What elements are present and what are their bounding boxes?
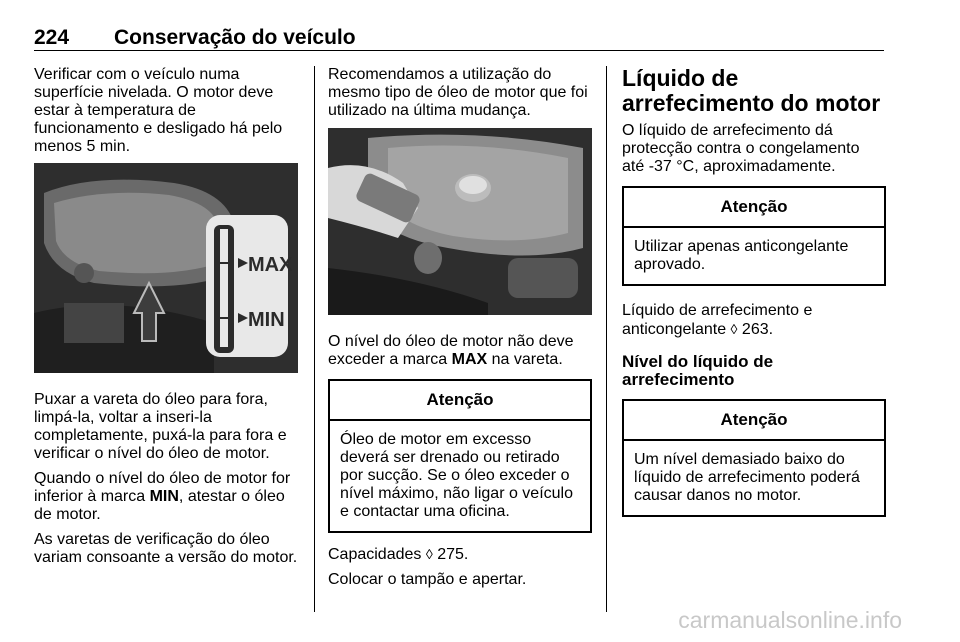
page-title: Conservação do veículo: [114, 26, 356, 49]
column-divider: [606, 66, 607, 612]
section-heading: Líquido de arrefecimento do motor: [622, 65, 881, 116]
reference-icon: ◊: [730, 321, 738, 337]
cross-reference[interactable]: Líquido de arrefecimento e anticongelante ◊ 263.: [622, 302, 813, 338]
page-number: 224: [34, 26, 70, 49]
cross-reference[interactable]: Capacidades ◊ 275.: [328, 546, 469, 563]
paragraph: As varetas de verificação do óleo variam consoante a versão do motor.: [34, 531, 298, 566]
column-1: [34, 66, 302, 574]
paragraph: O nível do óleo de motor não deve exceder a marca MAX na vareta.: [328, 333, 574, 368]
warning-box: [622, 186, 886, 286]
column-3: [622, 66, 886, 529]
paragraph: Quando o nível do óleo de motor for inferior à marca MIN, atestar o óleo de motor.: [34, 470, 291, 523]
paragraph: Recomendamos a utilização do mesmo tipo de óleo de motor que foi utilizado na última mudança.: [328, 66, 588, 119]
column-divider: [314, 66, 315, 612]
min-mark-label: MIN: [248, 309, 285, 331]
warning-body: Um nível demasiado baixo do líquido de arrefecimento poderá causar danos no motor.: [634, 451, 860, 504]
page-header: [34, 26, 884, 51]
paragraph: O líquido de arrefecimento dá protecção contra o congelamento até -37 °C, aproximadamente.: [622, 122, 860, 175]
reference-icon: ◊: [425, 546, 433, 562]
warning-title: Atenção: [624, 188, 884, 228]
warning-box: [328, 379, 592, 533]
max-mark-label: MAX: [248, 254, 293, 276]
warning-box: [622, 399, 886, 517]
engine-dipstick-illustration: [34, 163, 298, 373]
engine-dipstick-photo: [34, 163, 298, 373]
column-2: [328, 66, 592, 596]
watermark: carmanualsonline.info: [678, 607, 902, 633]
paragraph: Colocar o tampão e apertar.: [328, 571, 527, 588]
oil-filling-photo: [328, 128, 592, 315]
warning-title: Atenção: [624, 401, 884, 441]
oil-filling-illustration: [328, 128, 592, 315]
warning-body: Óleo de motor em excesso deverá ser drenado ou retirado por sucção. Se o óleo exceder o nível máximo, não ligar o veículo e contactar uma oficina.: [340, 431, 573, 520]
subsection-heading: Nível do líquido de arrefecimento: [622, 352, 774, 389]
warning-body: Utilizar apenas anticongelante aprovado.: [634, 238, 849, 273]
paragraph: Verificar com o veículo numa superfície nivelada. O motor deve estar à temperatura de funcionamento e desligado há pelo menos 5 min.: [34, 66, 283, 155]
paragraph: Puxar a vareta do óleo para fora, limpá-la, voltar a inseri-la completamente, puxá-la para fora e verificar o nível do óleo de motor.: [34, 391, 287, 462]
warning-title: Atenção: [330, 381, 590, 421]
